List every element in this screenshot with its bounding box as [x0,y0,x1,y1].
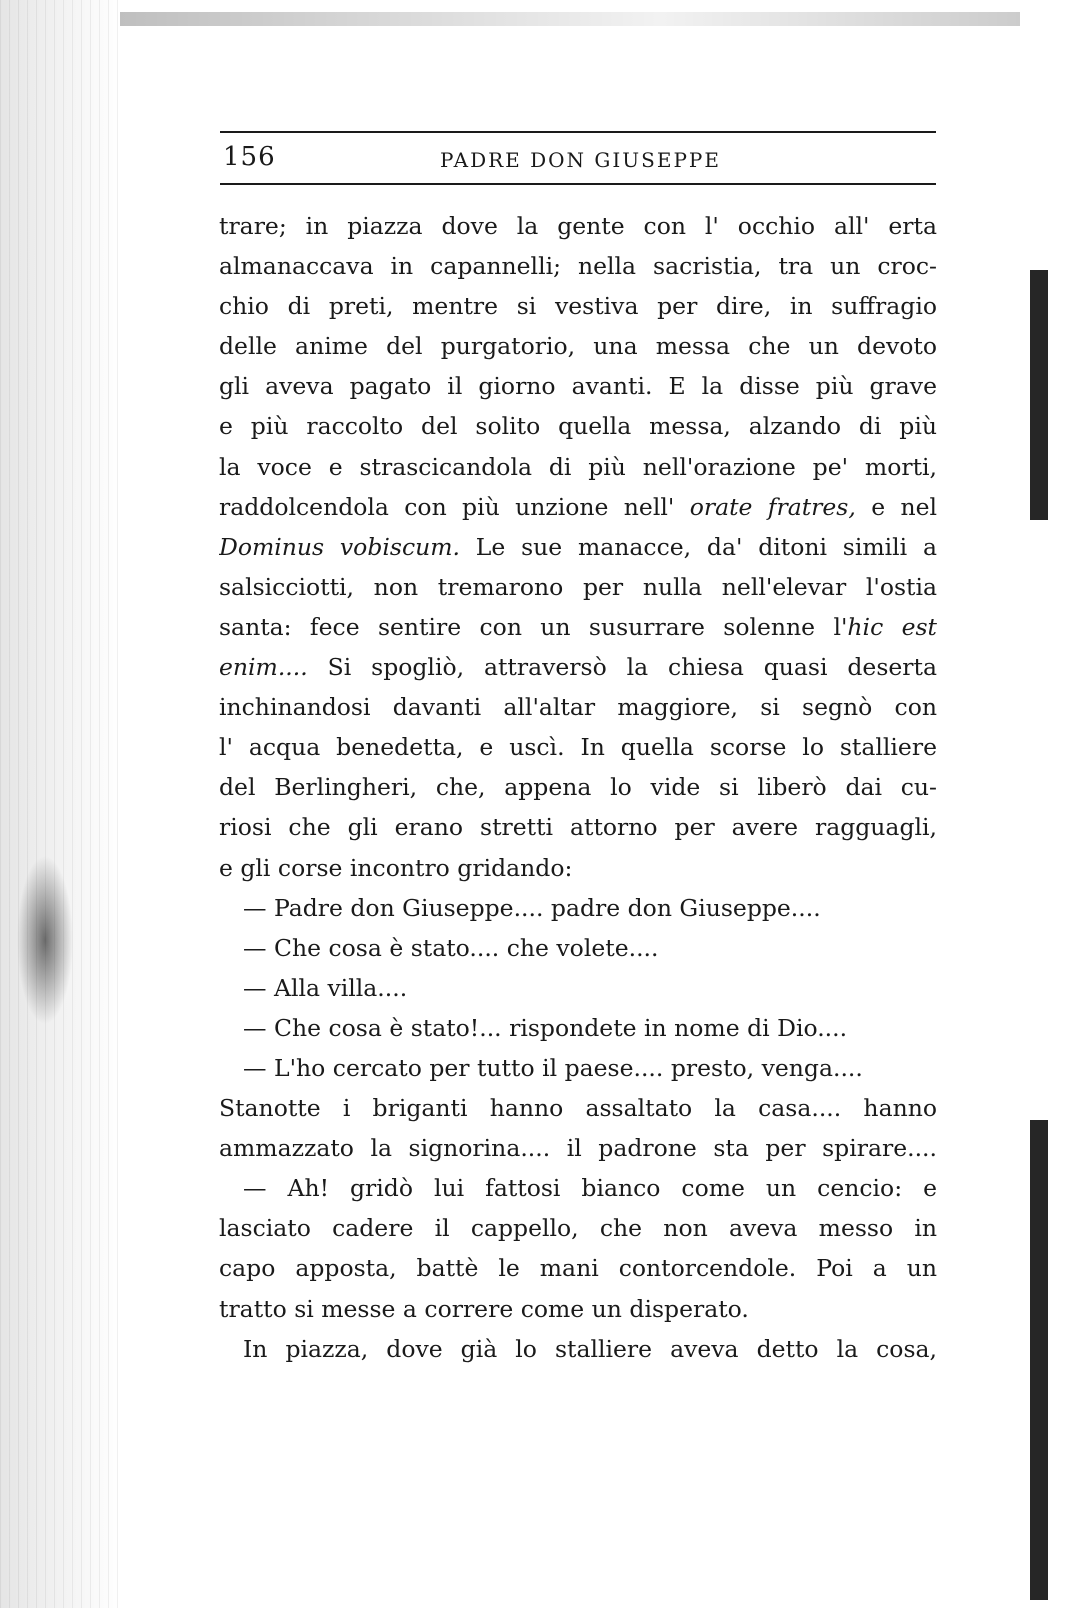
body-text [219,206,937,1369]
header-rule-bottom [220,183,936,185]
text-line-26: lasciato cadere il cappello, che non aveva messo in [219,1214,937,1243]
text-line-11: santa: fece sentire con un susurrare solenne l'hic est [219,612,937,641]
text-line-6: e più raccolto del solito quella messa, alzando di più [219,412,937,441]
text-line-14: l' acqua benedetta, e uscì. In quella scorse lo stalliere [219,733,937,762]
header-rule-top [220,131,936,133]
dialogue-line-5: — L'ho cercato per tutto il paese.... presto, venga.... [243,1053,863,1082]
dialogue-line-4: — Che cosa è stato!... rispondete in nome di Dio.... [243,1013,848,1042]
text-line-17: e gli corse incontro gridando: [219,853,573,882]
dialogue-line-6: — Ah! gridò lui fattosi bianco come un cencio: e [243,1174,937,1203]
italic-phrase: enim.... [219,653,308,682]
text-line-23: Stanotte i briganti hanno assaltato la casa.... hanno [219,1094,937,1123]
italic-phrase: hic est [847,612,937,641]
text-line-10: salsicciotti, non tremarono per nulla nell'elevar l'ostia [219,572,937,601]
text-line-28: tratto si messe a correre come un disperato. [219,1294,749,1323]
text-line-16: riosi che gli erano stretti attorno per avere ragguagli, [219,813,937,842]
text-line-7: la voce e strascicandola di più nell'orazione pe' morti, [219,452,937,481]
running-title: PADRE DON GIUSEPPE [440,148,721,172]
dialogue-line-3: — Alla villa.... [243,973,408,1002]
scan-edge-right [1030,20,1048,1600]
text-line-29: In piazza, dove già lo stalliere aveva detto la cosa, [243,1334,937,1363]
scan-edge-left [0,0,120,1608]
text-line-27: capo apposta, battè le mani contorcendole. Poi a un [219,1254,937,1283]
text-line-13: inchinandosi davanti all'altar maggiore, si segnò con [219,693,937,722]
text-line-15: del Berlingheri, che, appena lo vide si liberò dai cu- [219,773,937,802]
text-line-12: enim.... Si spogliò, attraversò la chiesa quasi deserta [219,653,937,682]
text-line-24: ammazzato la signorina.... il padrone sta per spirare.... [219,1134,937,1163]
text-line-4: delle anime del purgatorio, una messa che un devoto [219,332,937,361]
text-line-5: gli aveva pagato il giorno avanti. E la disse più grave [219,372,937,401]
italic-phrase: Dominus vobiscum. [219,532,460,561]
dialogue-line-2: — Che cosa è stato.... che volete.... [243,933,659,962]
text-line-8: raddolcendola con più unzione nell' orate fratres, e nel [219,492,937,521]
dialogue-line-1: — Padre don Giuseppe.... padre don Giuseppe.... [243,893,821,922]
text-line-2: almanaccava in capannelli; nella sacristia, tra un croc- [219,252,937,281]
text-line-3: chio di preti, mentre si vestiva per dire, in suffragio [219,292,937,321]
page-number: 156 [223,142,276,172]
text-line-9: Dominus vobiscum. Le sue manacce, da' ditoni simili a [219,532,937,561]
italic-phrase: orate fratres, [689,492,856,521]
text-line-1: trare; in piazza dove la gente con l' occhio all' erta [219,212,937,240]
scan-edge-top [120,12,1020,26]
